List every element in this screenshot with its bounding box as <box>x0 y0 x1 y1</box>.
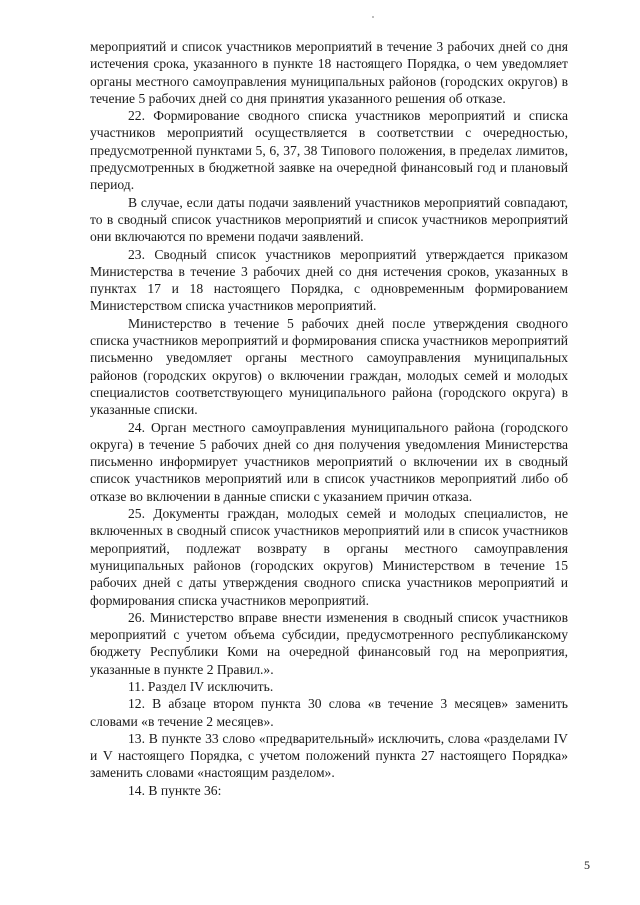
paragraph-26: 26. Министерство вправе внести изменения в сводный список участников мероприятий с учетом объема субсидии, предусмотренного республиканскому бюджету Республики Коми на очередной финансовый год на мероприятия, указанные в пункте 2 Правил.». <box>90 609 568 677</box>
paragraph-25: 25. Документы граждан, молодых семей и молодых специалистов, не включенных в сводный список участников мероприятий или в список участников мероприятий, подлежат возврату в органы местного самоуправления муниципальных районов (городских округов) Министерством в течение 15 рабочих дней с даты утверждения сводного списка участников мероприятий и формирования списка участников мероприятий. <box>90 506 568 608</box>
document-body <box>90 38 568 799</box>
amendment-12: 12. В абзаце втором пункта 30 слова «в течение 3 месяцев» заменить словами «в течение 2 месяцев». <box>90 696 568 729</box>
paragraph-22: 22. Формирование сводного списка участников мероприятий и списка участников мероприятий осуществляется в соответствии с очередностью, предусмотренной пунктами 5, 6, 37, 38 Типового положения, в пределах лимитов, предусмотренных в бюджетной заявке на очередной финансовый год и плановый период. <box>90 108 568 193</box>
amendment-14: 14. В пункте 36: <box>128 782 222 798</box>
paragraph-23-notification: Министерство в течение 5 рабочих дней после утверждения сводного списка участников мероприятий и формирования списка участников мероприятий письменно уведомляет органы местного самоуправления муниципальных районов (городских округов) о включении граждан, молодых семей и молодых специалистов соответствующего муниципального района (городского округа) в указанные списки. <box>90 315 568 418</box>
paragraph-22-same-dates: В случае, если даты подачи заявлений участников мероприятий совпадают, то в сводный список участников мероприятий и список участников мероприятий они включаются по времени подачи заявлений. <box>90 194 568 245</box>
scan-speck <box>372 16 374 18</box>
page-number: 5 <box>584 858 590 872</box>
paragraph-continuation: мероприятий и список участников мероприятий в течение 3 рабочих дней со дня истечения срока, указанного в пункте 18 настоящего Порядка, о чем уведомляет органы местного самоуправления муниципальных районов (городских округов) в течение 5 рабочих дней со дня принятия указанного решения об отказе. <box>90 39 568 106</box>
amendment-13: 13. В пункте 33 слово «предварительный» исключить, слова «разделами IV и V настоящего Порядка, с учетом положений пункта 27 настоящего Порядка» заменить словами «настоящим разделом». <box>90 730 568 781</box>
paragraph-23: 23. Сводный список участников мероприятий утверждается приказом Министерства в течение 3 рабочих дней со дня истечения сроков, указанных в пунктах 17 и 18 настоящего Порядка, с одновременным формированием Министерством списка участников мероприятий. <box>90 246 568 314</box>
amendment-11: 11. Раздел IV исключить. <box>128 678 274 694</box>
paragraph-24: 24. Орган местного самоуправления муниципального района (городского округа) в течение 5 рабочих дней со дня получения уведомления Министерства письменно информирует участников мероприятий о включении их в сводный список участников мероприятий или в список участников мероприятий либо об отказе во включении в данные списки с указанием причин отказа. <box>90 419 568 504</box>
